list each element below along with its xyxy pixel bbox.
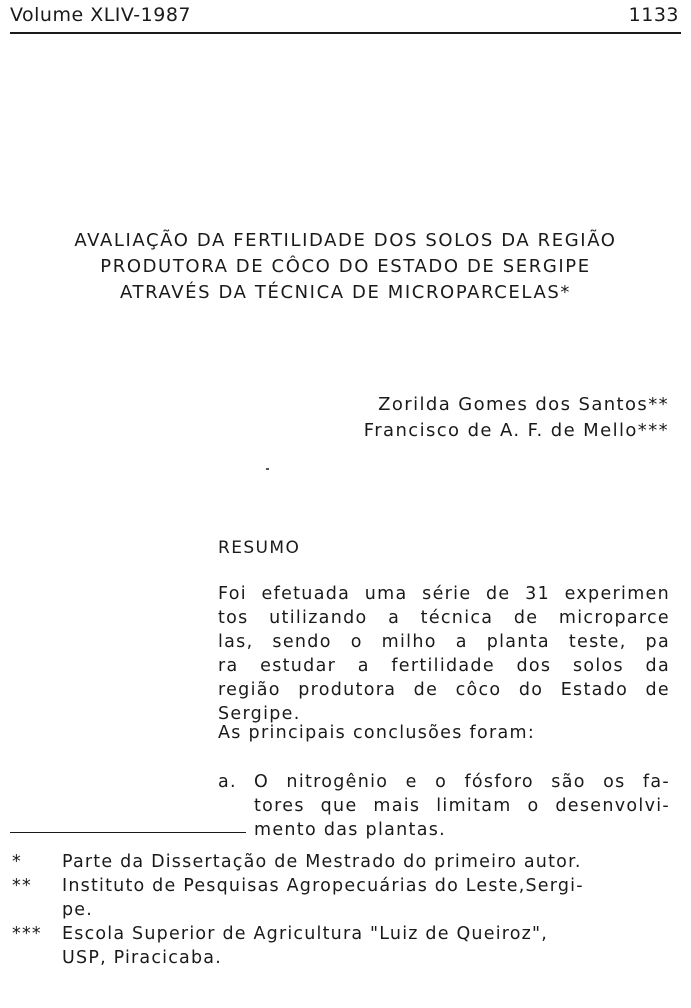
- paragraph-line: região produtora de côco do Estado de: [218, 680, 670, 700]
- journal-volume: Volume XLIV-1987: [10, 4, 192, 26]
- footnote-text: [62, 874, 684, 922]
- footnote-mark: **: [12, 876, 32, 896]
- footnote-text: [62, 922, 684, 970]
- item-marker: a.: [218, 772, 237, 792]
- author-name: Zorilda Gomes dos Santos**: [378, 394, 669, 415]
- header-rule: [10, 32, 681, 34]
- footnote-line: Escola Superior de Agricultura "Luiz de Queiroz",: [62, 924, 549, 944]
- paragraph-line: Sergipe.: [218, 704, 301, 724]
- title-line: ATRAVÉS DA TÉCNICA DE MICROPARCELAS*: [120, 282, 571, 303]
- title-line: PRODUTORA DE CÔCO DO ESTADO DE SERGIPE: [100, 256, 591, 277]
- item-body: [254, 770, 670, 842]
- footnote-mark: ***: [12, 924, 42, 944]
- footnote-line: USP, Piracicaba.: [62, 948, 222, 968]
- footnote-rule: [10, 832, 246, 833]
- paragraph-line: las, sendo o milho a planta teste, pa: [218, 632, 670, 652]
- title-line: AVALIAÇÃO DA FERTILIDADE DOS SOLOS DA REGIÃO: [74, 230, 617, 251]
- paragraph-line: Foi efetuada uma série de 31 experimen: [218, 584, 670, 604]
- page-number: 1133: [628, 4, 679, 26]
- paragraph-line: ra estudar a fertilidade dos solos da: [218, 656, 670, 676]
- footnote-text: [62, 850, 684, 874]
- paragraph-line: tos utilizando a técnica de microparce: [218, 608, 670, 628]
- footnote-line: Instituto de Pesquisas Agropecuárias do Leste,Sergi-: [62, 876, 584, 896]
- abstract-paragraph: [218, 582, 670, 726]
- item-line: O nitrogênio e o fósforo são os fa-: [254, 772, 670, 792]
- paper-title: [0, 228, 691, 306]
- author-name: Francisco de A. F. de Mello***: [363, 420, 669, 441]
- abstract-heading: RESUMO: [218, 538, 301, 558]
- conclusions-intro: As principais conclusões foram:: [218, 723, 536, 743]
- footnote-line: Parte da Dissertação de Mestrado do primeiro autor.: [62, 852, 582, 872]
- footnote-mark: *: [12, 852, 22, 872]
- item-line: tores que mais limitam o desenvolvi-: [254, 796, 670, 816]
- author-list: [364, 392, 669, 444]
- item-line: mento das plantas.: [254, 820, 446, 840]
- scan-speck: [266, 468, 269, 470]
- footnote-line: pe.: [62, 900, 94, 920]
